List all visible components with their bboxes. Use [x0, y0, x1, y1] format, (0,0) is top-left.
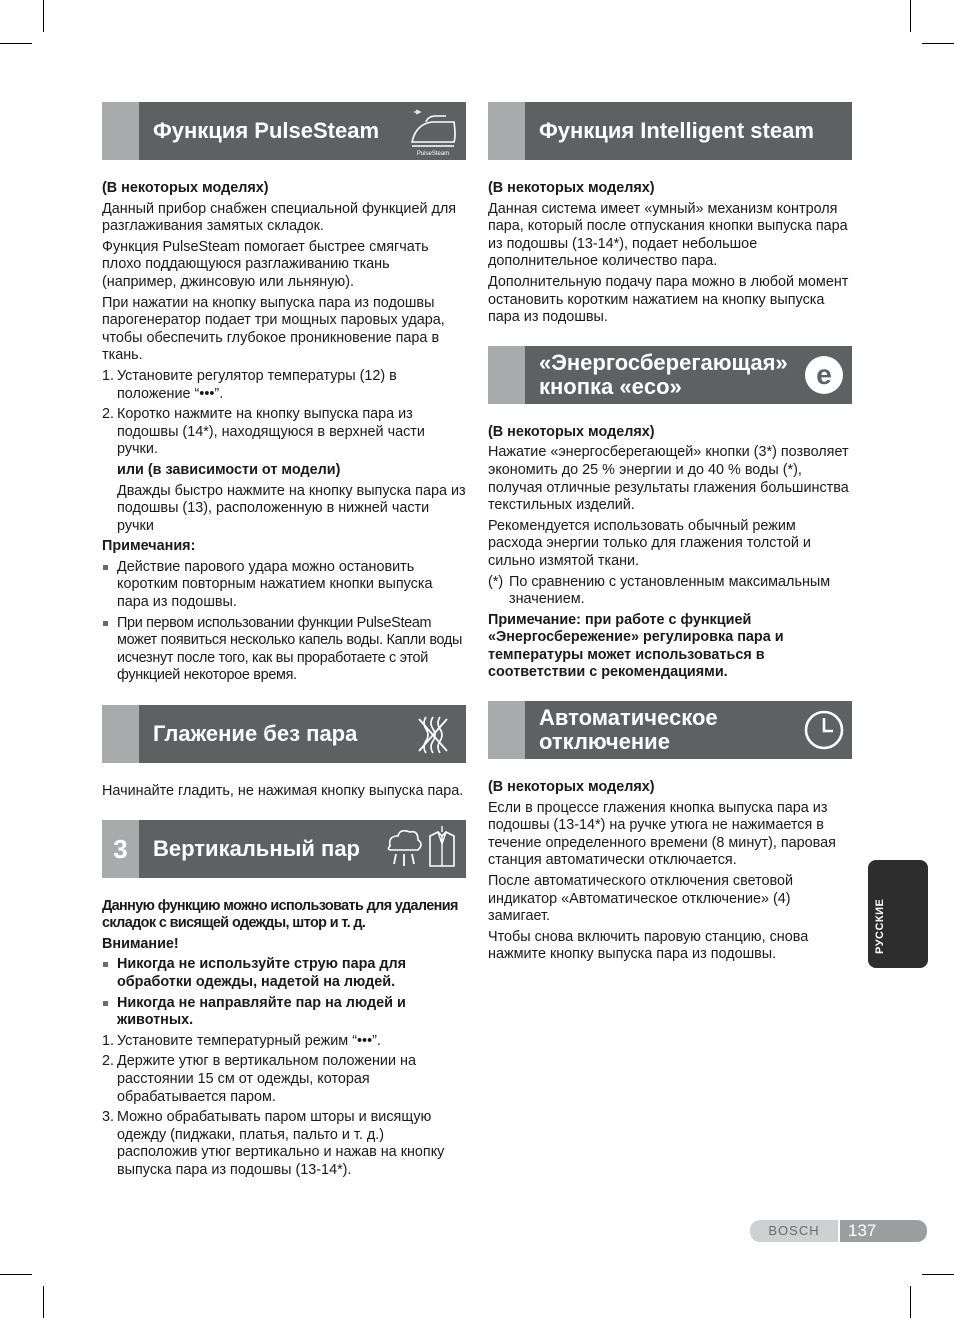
intro-text: Данную функцию можно использовать для удаления складок с висящей одежды, штор и т. д. — [102, 897, 458, 932]
paragraph: Если в процессе глажения кнопка выпуска пара из подошвы (13-14*) на ручке утюга не нажимается в течение определенного времени (8 минут), паровая станция автоматически отключается. — [488, 799, 836, 869]
svg-text:PulseSteam: PulseSteam — [416, 151, 450, 156]
crop-mark — [910, 0, 911, 32]
paragraph: Рекомендуется использовать обычный режим расхода энергии только для глажения толстой и сильно измятой ткани. — [488, 517, 811, 569]
crop-mark — [0, 43, 32, 44]
header-tab — [102, 705, 139, 763]
section-header-autooff — [488, 701, 852, 759]
section-title: Функция PulseSteam — [153, 118, 380, 143]
paragraph: Данный прибор снабжен специальной функцией для разглаживания замятых складок. — [102, 200, 457, 235]
paragraph: При нажатии на кнопку выпуска пара из подошвы парогенератор подает три мощных паровых удара, чтобы обеспечить глубокое проникновение пара в ткань. — [102, 294, 445, 364]
warning-item: Никогда не используйте струю пара для обработки одежды, надетой на людей. — [102, 956, 466, 991]
language-tab — [868, 860, 928, 968]
page-number: 137 — [840, 1220, 927, 1242]
step-number: 1. — [102, 367, 115, 384]
step-text: Установите температурный режим “•••”. — [117, 1032, 381, 1049]
right-column — [488, 102, 852, 967]
section-header-pulsesteam — [102, 102, 466, 160]
step-tab-number: 3 — [113, 833, 128, 864]
step-item — [102, 1053, 466, 1106]
pulsesteam-icon — [406, 106, 460, 156]
step-item — [102, 1109, 466, 1179]
vertical-steam-icon — [384, 824, 460, 874]
section-title: Автоматическое отключение — [539, 705, 718, 755]
paragraph: После автоматического отключения световой индикатор «Автоматическое отключение» (4) замигает. — [488, 873, 794, 925]
footnote — [488, 574, 852, 609]
header-tab — [102, 102, 139, 160]
eco-icon — [802, 353, 846, 403]
note-item: Действие парового удара можно остановить коротким повторным нажатием кнопки выпуска пара из подошвы. — [102, 559, 466, 612]
alternative-text: Дважды быстро нажмите на кнопку выпуска пара из подошвы (13), расположенную в нижней части ручки — [117, 482, 466, 534]
footnote-text: По сравнению с установленным максимальным значением. — [509, 573, 831, 608]
section-header-nosteam — [102, 705, 466, 763]
step-number: 2. — [102, 406, 115, 423]
step-item — [102, 1033, 466, 1051]
paragraph: Нажатие «энергосберегающей» кнопки (3*) позволяет экономить до 25 % энергии и до 40 % воды (*), получая отличные результаты глажения большинства текстильных изделий. — [488, 444, 849, 514]
paragraph: Данная система имеет «умный» механизм контроля пара, который после отпускания кнопки выпуска пара из подошвы (13-14*), подает небольшое дополнительное количество пара. — [488, 200, 848, 270]
warning-item: Никогда не направляйте пар на людей и животных. — [102, 995, 466, 1030]
section-header-eco — [488, 346, 852, 404]
step-item — [102, 406, 466, 459]
paragraph: Дополнительную подачу пара можно в любой момент остановить коротким нажатием на кнопку выпуска пара из подошвы. — [488, 273, 849, 326]
section-title: Глажение без пара — [153, 721, 358, 747]
crop-mark — [922, 43, 954, 44]
paragraph: Функция PulseSteam помогает быстрее смягчать плохо поддающуюся разглаживанию ткань (например, джинсовую или льняную). — [102, 238, 429, 290]
section-title: Функция Intelligent steam — [539, 118, 814, 143]
alternative-heading: или (в зависимости от модели) — [117, 461, 341, 478]
crop-mark — [922, 1274, 954, 1275]
step-number: 3. — [102, 1109, 115, 1126]
models-note: (В некоторых моделях) — [488, 180, 655, 196]
left-column — [102, 102, 466, 1183]
crop-mark — [910, 1286, 911, 1318]
models-note: (В некоторых моделях) — [488, 779, 655, 796]
section-header-vertical — [102, 820, 466, 878]
crop-mark — [0, 1274, 32, 1275]
models-note: (В некоторых моделях) — [488, 423, 655, 440]
footnote-mark: (*) — [488, 573, 504, 590]
notes-title: Примечания: — [102, 538, 196, 555]
step-number: 2. — [102, 1053, 115, 1070]
paragraph: Начинайте гладить, не нажимая кнопку выпуска пара. — [102, 783, 464, 800]
svg-text:e: e — [816, 358, 832, 390]
step-text: Установите регулятор температуры (12) в положение “•••”. — [117, 367, 397, 402]
no-steam-icon — [406, 709, 460, 759]
header-tab — [488, 102, 525, 160]
header-tab — [488, 346, 525, 404]
section-header-intelligent — [488, 102, 852, 160]
note-item: При первом использовании функции PulseSteam может появиться несколько капель воды. Капли воды исчезнут после того, как вы проработаете с этой функцией некоторое время. — [102, 615, 466, 685]
clock-icon — [802, 708, 846, 758]
models-note: (В некоторых моделях) — [102, 180, 269, 196]
header-tab — [488, 701, 525, 759]
step-text: Можно обрабатывать паром шторы и висящую одежду (пиджаки, платья, пальто и т. д.) расположив утюг вертикально и нажав на кнопку выпуска пара из подошвы (13-14*). — [117, 1109, 445, 1178]
eco-note: Примечание: при работе с функцией «Энергосбережение» регулировка пара и температуры может использоваться в соответствии с рекомендациями. — [488, 611, 784, 681]
header-tab — [102, 820, 139, 878]
step-text: Держите утюг в вертикальном положении на расстоянии 15 см от одежды, которая обрабатывается паром. — [117, 1053, 416, 1105]
crop-mark — [43, 1286, 44, 1318]
step-text: Коротко нажмите на кнопку выпуска пара из подошвы (14*), находящуюся в верхней части ручки. — [117, 406, 425, 458]
step-item — [102, 368, 466, 403]
language-tab-label: РУССКИЕ — [874, 898, 886, 954]
section-title: Вертикальный пар — [153, 835, 360, 861]
crop-mark — [43, 0, 44, 32]
section-title: «Энергосберегающая» кнопка «eco» — [539, 349, 788, 399]
paragraph: Чтобы снова включить паровую станцию, снова нажмите кнопку выпуска пара из подошвы. — [488, 928, 809, 963]
footer-brand: BOSCH — [750, 1220, 838, 1242]
attention-title: Внимание! — [102, 935, 179, 952]
step-number: 1. — [102, 1032, 115, 1049]
